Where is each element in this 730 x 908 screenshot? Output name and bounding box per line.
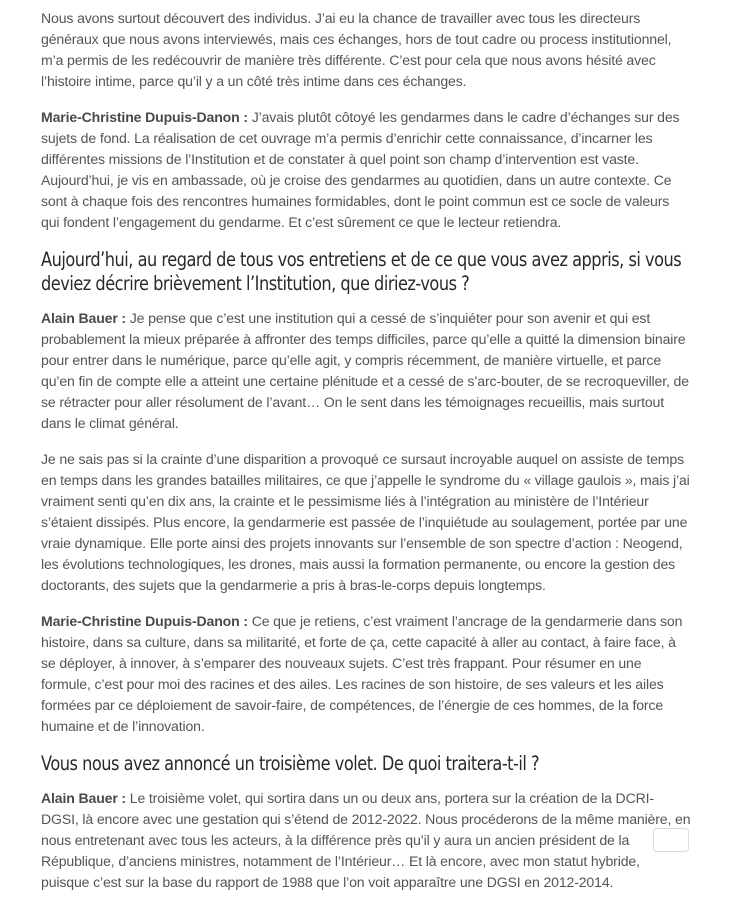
- answer-paragraph: [41, 107, 691, 233]
- question-heading: Vous nous avez annoncé un troisième volet. De quoi traitera-t-il ?: [41, 752, 540, 775]
- answer-paragraph: [41, 308, 691, 434]
- article-body: [41, 8, 691, 908]
- intro-paragraph: Nous avons surtout découvert des individus. J’ai eu la chance de travailler avec tous les directeurs généraux que nous avons interviewés, mais ces échanges, hors de tout cadre ou process institutionnel, m’a permis de les redécouvrir de manière très différente. C’est pour cela que nous avons hésité avec l’histoire intime, parce qu’il y a un côté très intime dans ces échanges.: [41, 10, 672, 89]
- scroll-to-top-button[interactable]: [653, 828, 689, 852]
- answer-text: Je pense que c’est une institution qui a cessé de s’inquiéter pour son avenir et qui est probablement la mieux préparée à affronter des temps difficiles, parce qu’elle a quitté la dimension binaire pour entrer dans le numérique, parce qu’elle agit, y compris récemment, de manière virtuelle, et parce qu’en fin de compte elle a atteint une certaine plénitude et a cessé de s’arc-bouter, de se recroqueviller, de se rétracter pour aller résolument de l’avant… On le sent dans les témoignages recueillis, mais surtout dans le climat général.: [41, 310, 689, 431]
- answer-continuation-paragraph: Je ne sais pas si la crainte d’une disparition a provoqué ce sursaut incroyable auquel on assiste de temps en temps dans les grandes batailles militaires, ce que j’appelle le syndrome du « village gaulois », mais j’ai vraiment senti qu’en dix ans, la crainte et le pessimisme liés à l’intégration au ministère de l’Intérieur s’étaient dissipés. Plus encore, la gendarmerie est passée de l’inquiétude au soulagement, portée par une vraie dynamique. Elle porte ainsi des projets innovants sur l’ensemble de son spectre d’action : Neogend, les évolutions technologiques, les drones, mais aussi la formation permanente, ou encore la gestion des doctorants, des sujets que la gendarmerie a pris à bras-le-corps depuis longtemps.: [41, 451, 690, 593]
- answer-text: Le troisième volet, qui sortira dans un ou deux ans, portera sur la création de la DCRI-DGSI, là encore avec une gestation qui s’étend de 2012-2022. Nous procéderons de la même manière, en nous entretenant avec tous les acteurs, à la différence près qu’il y aura un ancien président de la République, d’anciens ministres, notamment de l’Intérieur… Et là encore, avec mon statut hybride, puisque c’est sur la base du rapport de 1988 que l’on voit apparaître une DGSI en 2012-2014.: [41, 790, 691, 890]
- speaker-name: Marie-Christine Dupuis-Danon :: [41, 109, 248, 125]
- speaker-name: Alain Bauer :: [41, 310, 126, 326]
- answer-paragraph: [41, 611, 691, 737]
- answer-paragraph: [41, 788, 691, 893]
- speaker-name: Marie-Christine Dupuis-Danon :: [41, 613, 248, 629]
- answer-text: J’avais plutôt côtoyé les gendarmes dans le cadre d’échanges sur des sujets de fond. La réalisation de cet ouvrage m’a permis d’enrichir cette connaissance, d’incarner les différentes missions de l’Institution et de constater à quel point son champ d’intervention est vaste. Aujourd’hui, je vis en ambassade, où je croise des gendarmes au quotidien, dans un autre contexte. Ce sont à chaque fois des rencontres humaines formidables, dont le point commun est ce socle de valeurs qui fondent l’engagement du gendarme. Et c’est sûrement ce que le lecteur retiendra.: [41, 109, 680, 230]
- answer-text: Ce que je retiens, c’est vraiment l’ancrage de la gendarmerie dans son histoire, dans sa culture, dans sa militarité, et forte de ça, cette capacité à aller au contact, à faire face, à se déployer, à innover, à s’emparer des nouveaux sujets. C’est très frappant. Pour résumer en une formule, c’est pour moi des racines et des ailes. Les racines de son histoire, de ses valeurs et les ailes formées par ce déploiement de savoir-faire, de compétences, de l’énergie de ces hommes, de la force humaine et de l’innovation.: [41, 613, 683, 734]
- speaker-name: Alain Bauer :: [41, 790, 126, 806]
- question-heading: Aujourd’hui, au regard de tous vos entretiens et de ce que vous avez appris, si vous deviez décrire brièvement l’Institution, que diriez-vous ?: [41, 248, 682, 295]
